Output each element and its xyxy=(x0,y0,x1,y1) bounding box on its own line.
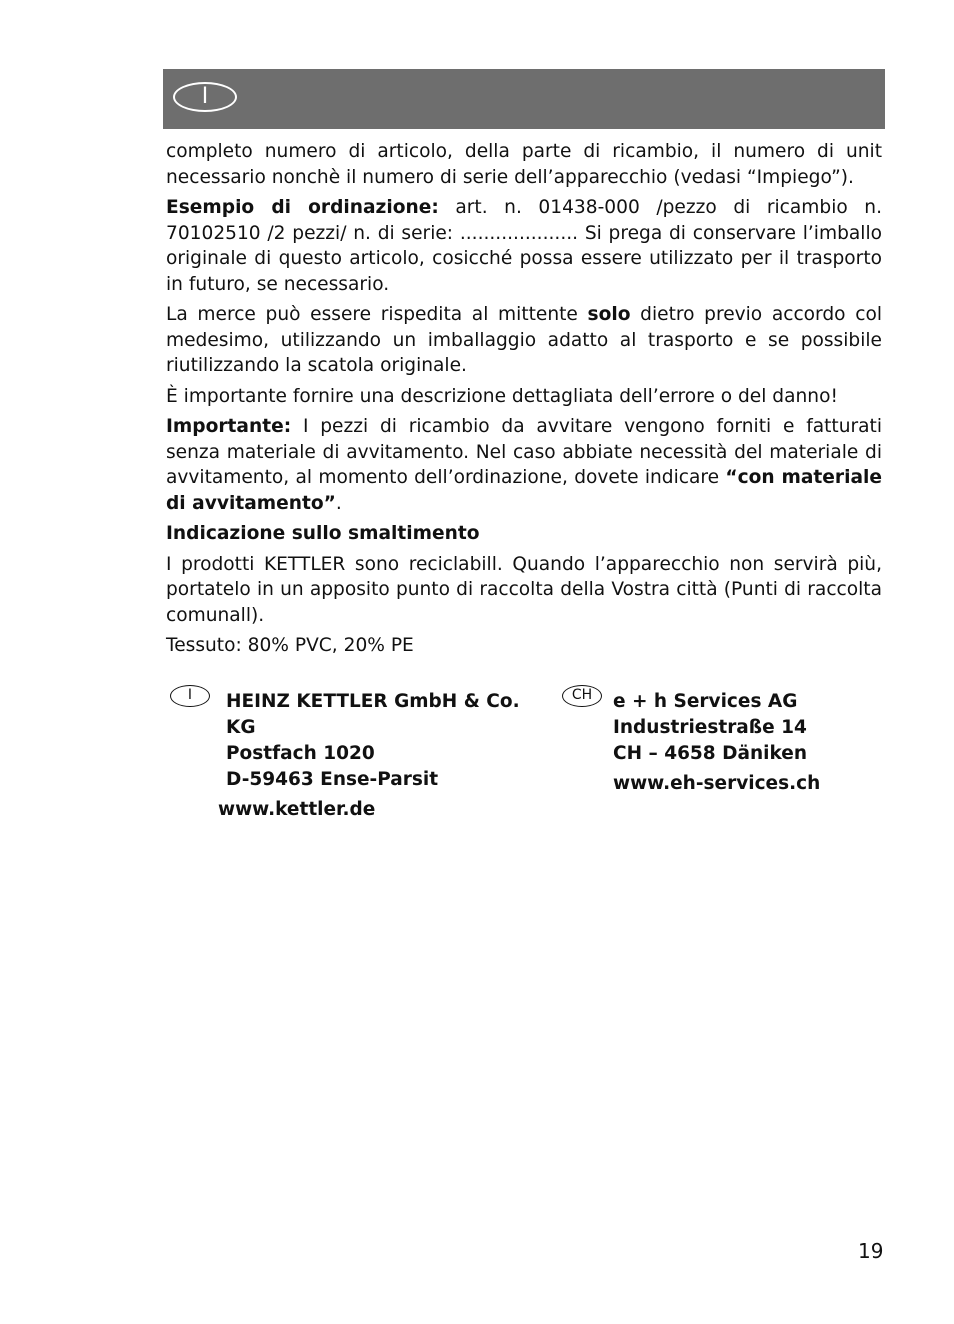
disposal-heading-text: Indicazione sullo smaltimento xyxy=(166,523,480,544)
paragraph-order-example xyxy=(166,195,882,297)
paragraph-disposal: I prodotti KETTLER sono reciclabill. Quando l’apparecchio non servirà più, portatelo in un apposito punto di raccolta della Vostra città (Punti di raccolta comunall). xyxy=(166,553,882,626)
country-badge-i: I xyxy=(170,685,210,707)
return-text-bold: solo xyxy=(587,304,631,325)
paragraph-fabric: Tessuto: 80% PVC, 20% PE xyxy=(166,635,414,656)
address-left-line1: HEINZ KETTLER GmbH & Co. KG xyxy=(226,691,520,738)
header-bar xyxy=(163,69,885,129)
paragraph-return xyxy=(166,302,882,379)
address-left xyxy=(170,689,550,823)
important-end: . xyxy=(335,492,342,514)
address-right-line2: Industriestraße 14 xyxy=(613,717,807,738)
return-text-b: dietro previo accordo col medesimo, utilizzando un imballaggio adatto al trasporto e se possibile riutilizzando la scatola originale. xyxy=(166,304,882,376)
page-number: 19 xyxy=(858,1239,884,1263)
address-right-web[interactable]: www.eh-services.ch xyxy=(613,773,821,794)
body-text xyxy=(166,139,882,664)
return-text-a: La merce può essere rispedita al mittente xyxy=(166,304,588,325)
country-badge-ch: CH xyxy=(562,685,602,707)
important-label: Importante: xyxy=(166,416,292,437)
address-left-web[interactable]: www.kettler.de xyxy=(218,799,376,820)
address-right-line3: CH – 4658 Däniken xyxy=(613,743,807,764)
disposal-heading xyxy=(166,521,882,547)
important-text: I pezzi di ricambio da avvitare vengono forniti e fatturati senza materiale di avvitamento. Nel caso abbiate necessità del materiale di avvitamento, al momento dell’ordinazione, dovete indicare xyxy=(166,416,882,488)
paragraph-1: completo numero di articolo, della parte di ricambio, il numero di unit necessario nonchè il numero di serie dell’apparecchio (vedasi “Impiego”). xyxy=(166,141,882,188)
paragraph-important xyxy=(166,414,882,516)
important-bold-end: “con materiale di avvitamento” xyxy=(166,467,882,514)
address-right xyxy=(562,689,862,797)
language-badge: I xyxy=(173,82,237,112)
order-example-label: Esempio di ordinazione: xyxy=(166,197,439,218)
address-left-line3: D-59463 Ense-Parsit xyxy=(226,769,439,790)
address-left-line2: Postfach 1020 xyxy=(226,743,375,764)
paragraph-important-description: È importante fornire una descrizione dettagliata dell’errore o del danno! xyxy=(166,385,838,407)
address-right-line1: e + h Services AG xyxy=(613,691,798,712)
order-example-text: art. n. 01438-000 /pezzo di ricambio n. 70102510 /2 pezzi/ n. di serie: .................... Si prega di conservare l’imballo originale di questo articolo, cosicché possa essere utilizzato per il trasporto in futuro, se necessario. xyxy=(166,197,882,295)
